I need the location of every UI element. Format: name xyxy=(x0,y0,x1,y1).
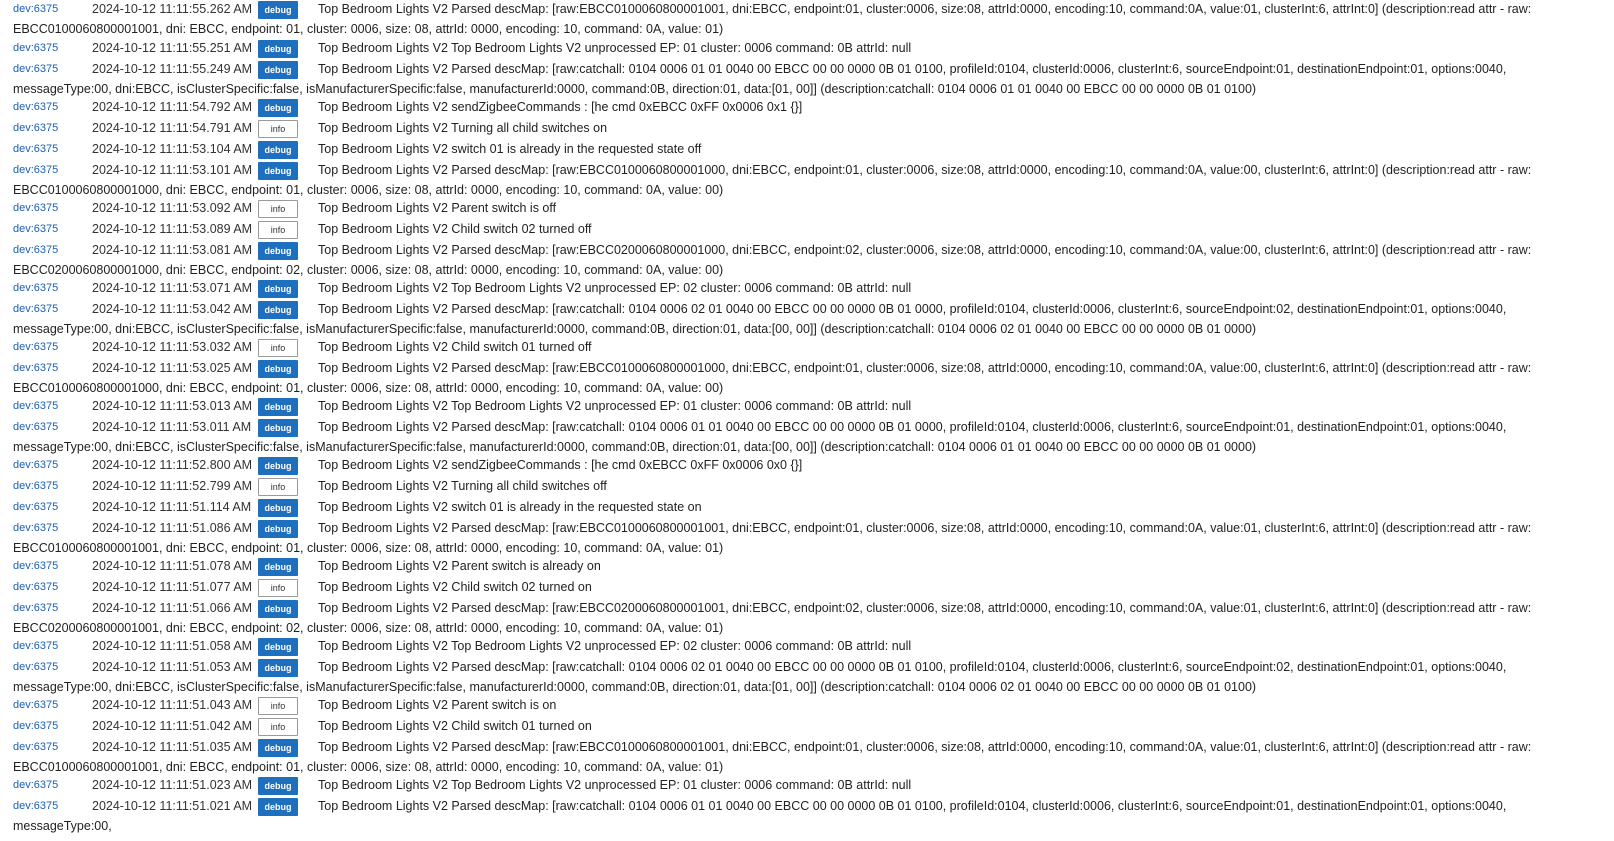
log-row xyxy=(0,279,1614,299)
log-message: Top Bedroom Lights V2 Parsed descMap: [raw:EBCC0200060800001000, dni:EBCC, endpoint:02, cluster:0006, size:08, attrId:0000, encoding:10, command:0A, value:00, clusterInt:6, attrInt:0] (description:read attr - raw: EBCC0200060800001000, dni: EBCC, endpoint: 02, cluster: 0006, size: 08, attrId: 0000, encoding: 10, command: 0A, value: 00) xyxy=(13,243,1532,277)
log-message: Top Bedroom Lights V2 Parsed descMap: [raw:catchall: 0104 0006 02 01 0040 00 EBCC 00 00 0000 0B 01 0100, profileId:0104, clusterId:0006, clusterInt:6, sourceEndpoint:02, destinationEndpoint:01, options:0040, messageType:00, dni:EBCC, isClusterSpecific:false, isManufacturerSpecific:false, manufacturerId:0000, command:0B, direction:01, data:[01, 00]] (description:catchall: 0104 0006 02 01 0040 00 EBCC 00 00 0000 0B 01 0100) xyxy=(13,660,1507,694)
log-message: Top Bedroom Lights V2 Top Bedroom Lights V2 unprocessed EP: 02 cluster: 0006 command: 0B attrId: null xyxy=(318,639,912,653)
log-level-badge[interactable]: debug xyxy=(258,600,298,618)
log-level-badge[interactable]: debug xyxy=(258,499,298,517)
log-message: Top Bedroom Lights V2 sendZigbeeCommands : [he cmd 0xEBCC 0xFF 0x0006 0x0 {}] xyxy=(318,458,803,472)
log-timestamp: 2024-10-12 11:11:53.032 AM xyxy=(92,340,253,354)
log-level-badge[interactable]: debug xyxy=(258,280,298,298)
log-level-badge[interactable]: debug xyxy=(258,99,298,117)
log-level-badge[interactable]: info xyxy=(258,339,298,357)
device-link[interactable]: dev:6375 xyxy=(13,143,59,155)
log-message: Top Bedroom Lights V2 Turning all child switches on xyxy=(318,121,608,135)
log-timestamp: 2024-10-12 11:11:54.792 AM xyxy=(92,100,253,114)
log-row xyxy=(0,738,1614,777)
log-message: Top Bedroom Lights V2 Parsed descMap: [raw:catchall: 0104 0006 01 01 0040 00 EBCC 00 00 0000 0B 01 0100, profileId:0104, clusterId:0006, clusterInt:6, sourceEndpoint:01, destinationEndpoint:01, options:0040, messageType:00, xyxy=(13,799,1507,833)
log-timestamp: 2024-10-12 11:11:51.066 AM xyxy=(92,601,253,615)
device-link[interactable]: dev:6375 xyxy=(13,42,59,54)
log-message: Top Bedroom Lights V2 Parsed descMap: [raw:EBCC0100060800001000, dni:EBCC, endpoint:01, cluster:0006, size:08, attrId:0000, encoding:10, command:0A, value:00, clusterInt:6, attrInt:0] (description:read attr - raw: EBCC0100060800001000, dni: EBCC, endpoint: 01, cluster: 0006, size: 08, attrId: 0000, encoding: 10, command: 0A, value: 00) xyxy=(13,361,1532,395)
log-row xyxy=(0,658,1614,697)
log-level-badge[interactable]: debug xyxy=(258,40,298,58)
log-row xyxy=(0,519,1614,558)
device-link[interactable]: dev:6375 xyxy=(13,202,59,214)
device-link[interactable]: dev:6375 xyxy=(13,522,59,534)
log-row xyxy=(0,359,1614,398)
log-row xyxy=(0,717,1614,737)
log-level-badge[interactable]: debug xyxy=(258,777,298,795)
log-message: Top Bedroom Lights V2 Turning all child switches off xyxy=(318,479,607,493)
log-message: Top Bedroom Lights V2 Child switch 01 turned off xyxy=(318,340,592,354)
device-link[interactable]: dev:6375 xyxy=(13,122,59,134)
log-level-badge[interactable]: debug xyxy=(258,242,298,260)
log-level-badge[interactable]: debug xyxy=(258,457,298,475)
log-row xyxy=(0,338,1614,358)
device-link[interactable]: dev:6375 xyxy=(13,303,59,315)
device-link[interactable]: dev:6375 xyxy=(13,101,59,113)
log-row xyxy=(0,220,1614,240)
log-timestamp: 2024-10-12 11:11:53.042 AM xyxy=(92,302,253,316)
log-row xyxy=(0,397,1614,417)
log-message: Top Bedroom Lights V2 Parent switch is already on xyxy=(318,559,601,573)
log-level-badge[interactable]: debug xyxy=(258,301,298,319)
log-level-badge[interactable]: debug xyxy=(258,659,298,677)
device-link[interactable]: dev:6375 xyxy=(13,223,59,235)
device-link[interactable]: dev:6375 xyxy=(13,341,59,353)
log-timestamp: 2024-10-12 11:11:51.035 AM xyxy=(92,740,253,754)
log-timestamp: 2024-10-12 11:11:51.086 AM xyxy=(92,521,253,535)
log-timestamp: 2024-10-12 11:11:53.092 AM xyxy=(92,201,253,215)
log-row xyxy=(0,39,1614,59)
log-level-badge[interactable]: info xyxy=(258,579,298,597)
device-link[interactable]: dev:6375 xyxy=(13,720,59,732)
device-link[interactable]: dev:6375 xyxy=(13,421,59,433)
device-link[interactable]: dev:6375 xyxy=(13,3,59,15)
log-level-badge[interactable]: debug xyxy=(258,398,298,416)
log-level-badge[interactable]: debug xyxy=(258,141,298,159)
device-link[interactable]: dev:6375 xyxy=(13,400,59,412)
log-row xyxy=(0,637,1614,657)
log-timestamp: 2024-10-12 11:11:51.023 AM xyxy=(92,778,253,792)
log-timestamp: 2024-10-12 11:11:51.114 AM xyxy=(92,500,252,514)
log-message: Top Bedroom Lights V2 switch 01 is already in the requested state off xyxy=(318,142,702,156)
device-link[interactable]: dev:6375 xyxy=(13,282,59,294)
log-timestamp: 2024-10-12 11:11:53.089 AM xyxy=(92,222,253,236)
log-timestamp: 2024-10-12 11:11:55.251 AM xyxy=(92,41,253,55)
log-timestamp: 2024-10-12 11:11:53.071 AM xyxy=(92,281,253,295)
log-timestamp: 2024-10-12 11:11:51.077 AM xyxy=(92,580,253,594)
log-row xyxy=(0,119,1614,139)
log-message: Top Bedroom Lights V2 Parsed descMap: [raw:EBCC0200060800001001, dni:EBCC, endpoint:02, cluster:0006, size:08, attrId:0000, encoding:10, command:0A, value:01, clusterInt:6, attrInt:0] (description:read attr - raw: EBCC0200060800001001, dni: EBCC, endpoint: 02, cluster: 0006, size: 08, attrId: 0000, encoding: 10, command: 0A, value: 01) xyxy=(13,601,1532,635)
log-row xyxy=(0,456,1614,476)
log-message: Top Bedroom Lights V2 Top Bedroom Lights V2 unprocessed EP: 01 cluster: 0006 command: 0B attrId: null xyxy=(318,41,912,55)
log-message: Top Bedroom Lights V2 Top Bedroom Lights V2 unprocessed EP: 01 cluster: 0006 command: 0B attrId: null xyxy=(318,778,912,792)
log-message: Top Bedroom Lights V2 Child switch 02 turned off xyxy=(318,222,592,236)
log-message: Top Bedroom Lights V2 Parent switch is on xyxy=(318,698,557,712)
device-link[interactable]: dev:6375 xyxy=(13,164,59,176)
log-row xyxy=(0,578,1614,598)
log-row xyxy=(0,0,1614,39)
log-message: Top Bedroom Lights V2 Child switch 02 turned on xyxy=(318,580,592,594)
log-timestamp: 2024-10-12 11:11:51.021 AM xyxy=(92,799,253,813)
log-timestamp: 2024-10-12 11:11:53.104 AM xyxy=(92,142,253,156)
device-link[interactable]: dev:6375 xyxy=(13,362,59,374)
device-link[interactable]: dev:6375 xyxy=(13,581,59,593)
log-row xyxy=(0,557,1614,577)
device-link[interactable]: dev:6375 xyxy=(13,560,59,572)
log-level-badge[interactable]: info xyxy=(258,478,298,496)
log-row xyxy=(0,241,1614,280)
log-message: Top Bedroom Lights V2 Child switch 01 turned on xyxy=(318,719,592,733)
log-row xyxy=(0,477,1614,497)
log-level-badge[interactable]: debug xyxy=(258,419,298,437)
log-message: Top Bedroom Lights V2 Parsed descMap: [raw:EBCC0100060800001001, dni:EBCC, endpoint:01, cluster:0006, size:08, attrId:0000, encoding:10, command:0A, value:01, clusterInt:6, attrInt:0] (description:read attr - raw: EBCC0100060800001001, dni: EBCC, endpoint: 01, cluster: 0006, size: 08, attrId: 0000, encoding: 10, command: 0A, value: 01) xyxy=(13,521,1532,555)
log-row xyxy=(0,776,1614,796)
device-link[interactable]: dev:6375 xyxy=(13,602,59,614)
device-link[interactable]: dev:6375 xyxy=(13,699,59,711)
log-message: Top Bedroom Lights V2 sendZigbeeCommands : [he cmd 0xEBCC 0xFF 0x0006 0x1 {}] xyxy=(318,100,803,114)
log-level-badge[interactable]: info xyxy=(258,120,298,138)
log-row xyxy=(0,161,1614,200)
log-timestamp: 2024-10-12 11:11:53.101 AM xyxy=(92,163,253,177)
log-row xyxy=(0,199,1614,219)
log-timestamp: 2024-10-12 11:11:51.042 AM xyxy=(92,719,253,733)
log-row xyxy=(0,300,1614,339)
log-level-badge[interactable]: info xyxy=(258,221,298,239)
log-level-badge[interactable]: debug xyxy=(258,1,298,19)
log-row xyxy=(0,498,1614,518)
device-link[interactable]: dev:6375 xyxy=(13,661,59,673)
log-timestamp: 2024-10-12 11:11:53.011 AM xyxy=(92,420,252,434)
log-level-badge[interactable]: debug xyxy=(258,520,298,538)
log-timestamp: 2024-10-12 11:11:51.058 AM xyxy=(92,639,253,653)
log-timestamp: 2024-10-12 11:11:54.791 AM xyxy=(92,121,253,135)
device-link[interactable]: dev:6375 xyxy=(13,501,59,513)
log-message: Top Bedroom Lights V2 Parsed descMap: [raw:catchall: 0104 0006 01 01 0040 00 EBCC 00 00 0000 0B 01 0000, profileId:0104, clusterId:0006, clusterInt:6, sourceEndpoint:01, destinationEndpoint:01, options:0040, messageType:00, dni:EBCC, isClusterSpecific:false, isManufacturerSpecific:false, manufacturerId:0000, command:0B, direction:01, data:[00, 00]] (description:catchall: 0104 0006 01 01 0040 00 EBCC 00 00 0000 0B 01 0000) xyxy=(13,420,1507,454)
device-link[interactable]: dev:6375 xyxy=(13,63,59,75)
device-link[interactable]: dev:6375 xyxy=(13,244,59,256)
log-row xyxy=(0,140,1614,160)
log-level-badge[interactable]: debug xyxy=(258,360,298,378)
log-level-badge[interactable]: debug xyxy=(258,558,298,576)
log-level-badge[interactable]: debug xyxy=(258,739,298,757)
log-level-badge[interactable]: info xyxy=(258,200,298,218)
log-message: Top Bedroom Lights V2 Parsed descMap: [raw:catchall: 0104 0006 02 01 0040 00 EBCC 00 00 0000 0B 01 0000, profileId:0104, clusterId:0006, clusterInt:6, sourceEndpoint:02, destinationEndpoint:01, options:0040, messageType:00, dni:EBCC, isClusterSpecific:false, isManufacturerSpecific:false, manufacturerId:0000, command:0B, direction:01, data:[00, 00]] (description:catchall: 0104 0006 02 01 0040 00 EBCC 00 00 0000 0B 01 0000) xyxy=(13,302,1507,336)
log-level-badge[interactable]: info xyxy=(258,697,298,715)
log-row xyxy=(0,599,1614,638)
log-row xyxy=(0,696,1614,716)
log-row xyxy=(0,418,1614,457)
device-link[interactable]: dev:6375 xyxy=(13,480,59,492)
log-timestamp: 2024-10-12 11:11:51.053 AM xyxy=(92,660,253,674)
log-message: Top Bedroom Lights V2 Parsed descMap: [raw:EBCC0100060800001000, dni:EBCC, endpoint:01, cluster:0006, size:08, attrId:0000, encoding:10, command:0A, value:00, clusterInt:6, attrInt:0] (description:read attr - raw: EBCC0100060800001000, dni: EBCC, endpoint: 01, cluster: 0006, size: 08, attrId: 0000, encoding: 10, command: 0A, value: 00) xyxy=(13,163,1532,197)
log-level-badge[interactable]: debug xyxy=(258,638,298,656)
log-message: Top Bedroom Lights V2 Top Bedroom Lights V2 unprocessed EP: 02 cluster: 0006 command: 0B attrId: null xyxy=(318,281,912,295)
log-level-badge[interactable]: debug xyxy=(258,798,298,816)
log-message: Top Bedroom Lights V2 Parsed descMap: [raw:EBCC0100060800001001, dni:EBCC, endpoint:01, cluster:0006, size:08, attrId:0000, encoding:10, command:0A, value:01, clusterInt:6, attrInt:0] (description:read attr - raw: EBCC0100060800001001, dni: EBCC, endpoint: 01, cluster: 0006, size: 08, attrId: 0000, encoding: 10, command: 0A, value: 01) xyxy=(13,740,1532,774)
log-timestamp: 2024-10-12 11:11:53.081 AM xyxy=(92,243,253,257)
log-timestamp: 2024-10-12 11:11:52.800 AM xyxy=(92,458,253,472)
log-timestamp: 2024-10-12 11:11:55.262 AM xyxy=(92,2,253,16)
log-row xyxy=(0,60,1614,99)
log-timestamp: 2024-10-12 11:11:53.013 AM xyxy=(92,399,253,413)
log-message: Top Bedroom Lights V2 Parsed descMap: [raw:catchall: 0104 0006 01 01 0040 00 EBCC 00 00 0000 0B 01 0100, profileId:0104, clusterId:0006, clusterInt:6, sourceEndpoint:01, destinationEndpoint:01, options:0040, messageType:00, dni:EBCC, isClusterSpecific:false, isManufacturerSpecific:false, manufacturerId:0000, command:0B, direction:01, data:[01, 00]] (description:catchall: 0104 0006 01 01 0040 00 EBCC 00 00 0000 0B 01 0100) xyxy=(13,62,1507,96)
log-level-badge[interactable]: debug xyxy=(258,61,298,79)
device-link[interactable]: dev:6375 xyxy=(13,459,59,471)
log-timestamp: 2024-10-12 11:11:55.249 AM xyxy=(92,62,253,76)
log-timestamp: 2024-10-12 11:11:53.025 AM xyxy=(92,361,253,375)
log-message: Top Bedroom Lights V2 switch 01 is already in the requested state on xyxy=(318,500,702,514)
log-level-badge[interactable]: info xyxy=(258,718,298,736)
log-row xyxy=(0,797,1614,836)
device-link[interactable]: dev:6375 xyxy=(13,640,59,652)
log-level-badge[interactable]: debug xyxy=(258,162,298,180)
log-message: Top Bedroom Lights V2 Parent switch is off xyxy=(318,201,557,215)
log-timestamp: 2024-10-12 11:11:51.078 AM xyxy=(92,559,253,573)
log-message: Top Bedroom Lights V2 Top Bedroom Lights V2 unprocessed EP: 01 cluster: 0006 command: 0B attrId: null xyxy=(318,399,912,413)
device-link[interactable]: dev:6375 xyxy=(13,779,59,791)
log-message: Top Bedroom Lights V2 Parsed descMap: [raw:EBCC0100060800001001, dni:EBCC, endpoint:01, cluster:0006, size:08, attrId:0000, encoding:10, command:0A, value:01, clusterInt:6, attrInt:0] (description:read attr - raw: EBCC0100060800001001, dni: EBCC, endpoint: 01, cluster: 0006, size: 08, attrId: 0000, encoding: 10, command: 0A, value: 01) xyxy=(13,2,1532,36)
device-link[interactable]: dev:6375 xyxy=(13,741,59,753)
device-link[interactable]: dev:6375 xyxy=(13,800,59,812)
log-timestamp: 2024-10-12 11:11:51.043 AM xyxy=(92,698,253,712)
log-timestamp: 2024-10-12 11:11:52.799 AM xyxy=(92,479,253,493)
log-row xyxy=(0,98,1614,118)
